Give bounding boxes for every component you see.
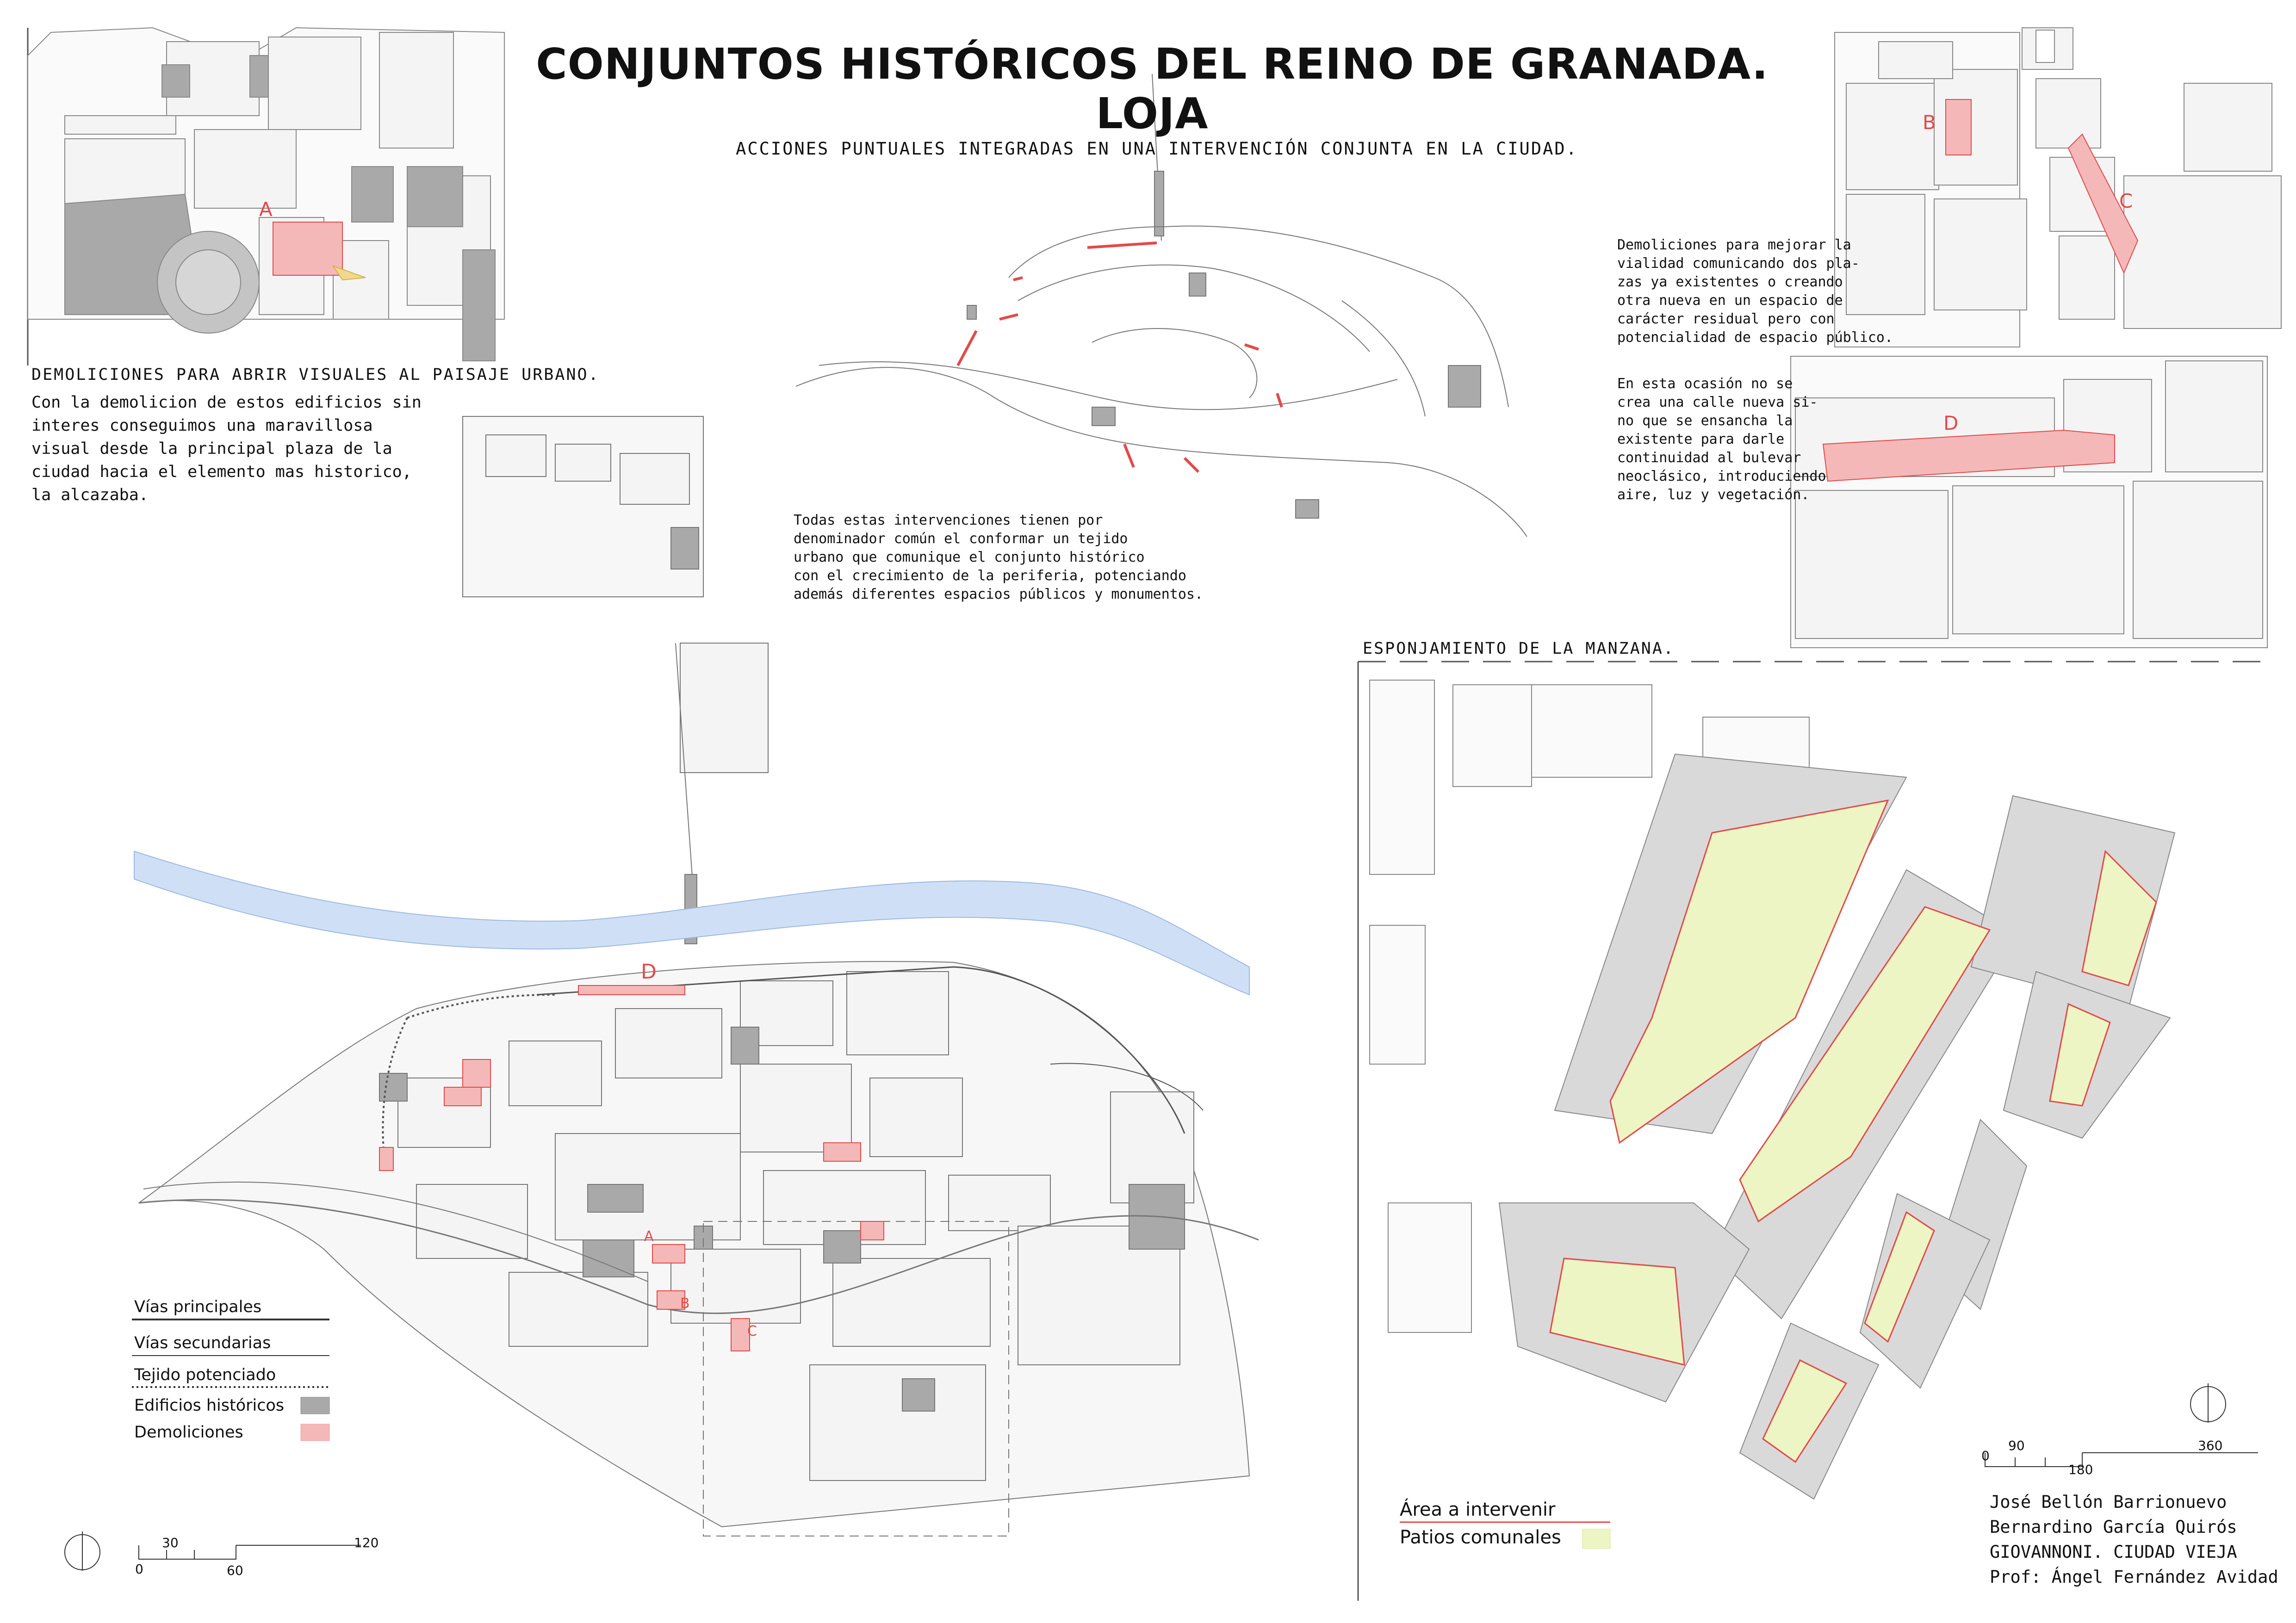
- scale-city-60: 60: [227, 1563, 243, 1578]
- scale-block-360: 360: [2198, 1438, 2223, 1453]
- page-subtitle: ACCIONES PUNTUALES INTEGRADAS EN UNA INTERVENCIÓN CONJUNTA EN LA CIUDAD.: [736, 139, 1578, 159]
- visuales-body: Con la demolicion de estos edificios sin interes conseguimos una maravillosa visual desde la principal plaza de la ciudad hacia el elemento mas historico, la alcazaba.: [31, 393, 422, 504]
- vialidad-body: Demoliciones para mejorar la vialidad comunicando dos pla- zas ya existentes o creando otra nueva en un espacio de carácter residual pero con potencialidad de espacio público.: [1617, 237, 1893, 346]
- label-b-detail: B: [1923, 111, 1936, 134]
- north-arrow-city: [65, 1531, 100, 1571]
- legend-patios-comunales: Patios comunales: [1400, 1527, 1561, 1548]
- esponjamiento-heading: ESPONJAMIENTO DE LA MANZANA.: [1363, 639, 1675, 658]
- legend-vias-principales: Vías principales: [134, 1298, 262, 1316]
- block-plan: [1363, 666, 2265, 1601]
- intervenciones-body: Todas estas intervenciones tienen por denominador común el conformar un tejido urbano que comunique el conjunto histórico con el crecimiento de la periferia, potenciando además diferentes espacios públicos y monumentos.: [794, 512, 1204, 602]
- label-d-city: D: [641, 960, 657, 984]
- label-a-detail: A: [259, 198, 273, 221]
- label-d-detail: D: [1943, 412, 1959, 434]
- scale-block-90: 90: [2008, 1438, 2025, 1453]
- legend-edificios-historicos: Edificios históricos: [134, 1396, 285, 1415]
- detail-map-d: [1791, 356, 2267, 648]
- visuales-heading: DEMOLICIONES PARA ABRIR VISUALES AL PAISAJE URBANO.: [31, 365, 600, 384]
- legend-vias-secundarias: Vías secundarias: [134, 1334, 271, 1352]
- label-c-city: C: [747, 1323, 757, 1339]
- legend-tejido-potenciado: Tejido potenciado: [134, 1366, 276, 1384]
- label-b-city: B: [680, 1295, 690, 1312]
- scale-city-30: 30: [162, 1535, 179, 1550]
- detail-map-a: [28, 28, 504, 361]
- page-title: CONJUNTOS HISTÓRICOS DEL REINO DE GRANADA. LOJA: [536, 39, 1769, 138]
- legend-area-intervenir: Área a intervenir: [1400, 1499, 1556, 1520]
- credits-block: José Bellón Barrionuevo Bernardino García Quirós GIOVANNONI. CIUDAD VIEJA Prof: Ángel Fernández Avidad: [1990, 1492, 2278, 1587]
- calle-body: En esta ocasión no se crea una calle nueva si- no que se ensancha la existente para darle continuidad al bulevar neoclásico, introduciendo aire, luz y vegetación.: [1617, 376, 1826, 503]
- label-a-city: A: [644, 1228, 654, 1245]
- scale-city-0: 0: [135, 1561, 143, 1577]
- label-c-detail: C: [2119, 190, 2133, 212]
- scale-block-180: 180: [2068, 1462, 2093, 1477]
- detail-map-bc: [1835, 28, 2281, 347]
- legend-demoliciones: Demoliciones: [134, 1423, 243, 1442]
- scale-block-0: 0: [1981, 1448, 1990, 1463]
- scale-city-120: 120: [354, 1535, 379, 1550]
